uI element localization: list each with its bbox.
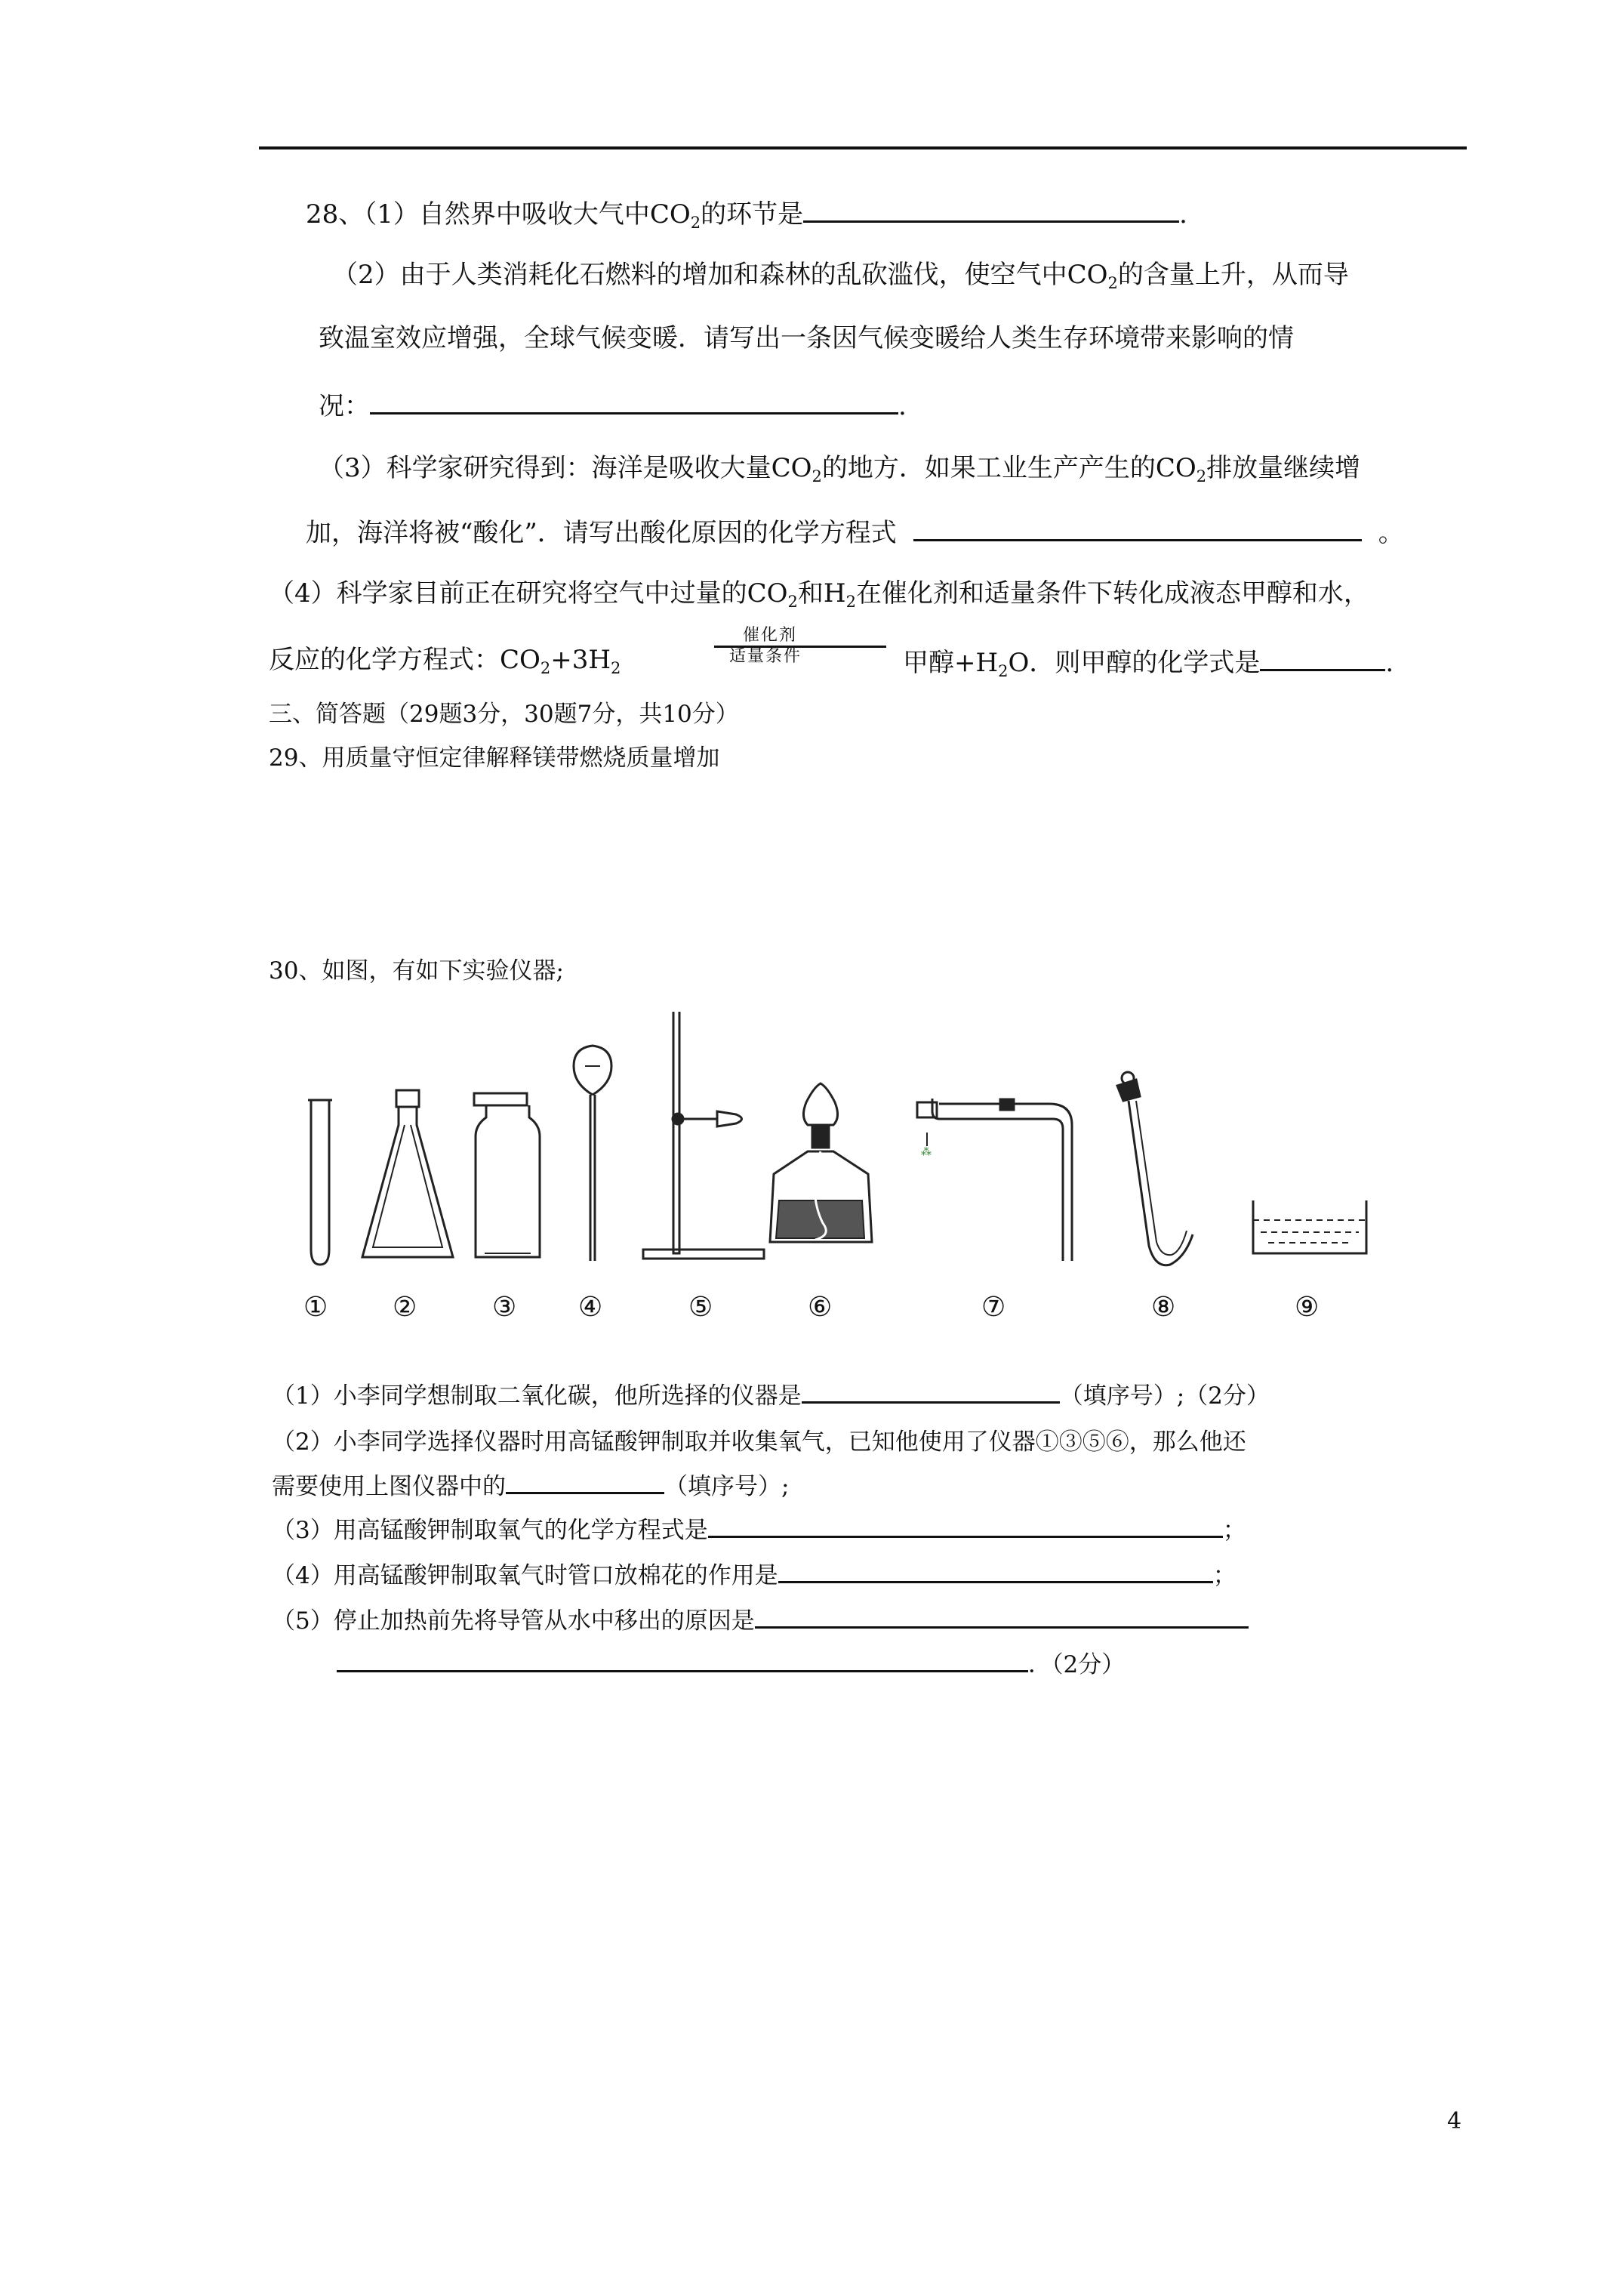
q28-part1 [306, 195, 1187, 239]
label-6: ⑥ [808, 1292, 833, 1323]
svg-text:⁂: ⁂ [921, 1146, 932, 1158]
q28-part3-end: 。 [1378, 518, 1404, 548]
q28-part4-equation-left: 反应的化学方程式：$CO_2+3H_2$ [269, 645, 621, 677]
q30-sub3-blank [708, 1513, 1223, 1538]
condition-conditions: 适量条件 [729, 647, 802, 666]
q30-intro: 30、如图，有如下实验仪器; [269, 957, 564, 985]
page-number: 4 [1447, 2108, 1462, 2134]
q28-part2-line2: 致温室效应增强，全球气候变暖．请写出一条因气候变暖给人类生存环境带来影响的情 [319, 323, 1294, 353]
q30-sub5-blank-a [755, 1604, 1249, 1629]
q28-part4-equation-right-text: 甲醇$+H_2O$．则甲醇的化学式是 [903, 648, 1261, 680]
q28-part4-blank [1260, 643, 1385, 671]
q28-part4-line1: （4）科学家目前正在研究将空气中过量的$CO_2$和$H_2$在催化剂和适量条件下转化成液态甲醇和水， [269, 578, 1369, 611]
j-tube-icon [1117, 1072, 1193, 1265]
reaction-condition [714, 627, 888, 664]
q30-sub5-end: ．（2分） [1028, 1651, 1126, 1678]
q28-part3-blank [913, 513, 1362, 541]
label-3: ③ [492, 1292, 517, 1323]
section3-heading: 三、简答题（29题3分，30题7分，共10分） [269, 701, 739, 728]
q30-sub5-blank-b [337, 1647, 1028, 1672]
q28-part3-line2 [306, 513, 1404, 550]
label-5: ⑤ [688, 1292, 713, 1323]
q30-sub3-text: （3）用高锰酸钾制取氧气的化学方程式是 [272, 1517, 708, 1544]
q28-part1-end: . [1179, 199, 1187, 230]
q30-sub1 [272, 1379, 1270, 1413]
conical-flask-icon [362, 1090, 453, 1257]
q30-sub4-text: （4）用高锰酸钾制取氧气时管口放棉花的作用是 [272, 1562, 778, 1589]
label-9: ⑨ [1295, 1292, 1320, 1323]
q29-text: 29、用质量守恒定律解释镁带燃烧质量增加 [269, 744, 720, 772]
q30-sub2-end: （填序号）; [664, 1473, 790, 1500]
q28-part2-blank [370, 387, 898, 415]
q28-part3-line1: （3）科学家研究得到：海洋是吸收大量$CO_2$的地方．如果工业生产产生的$CO_2$排放量继续增 [319, 453, 1361, 485]
q30-sub4 [272, 1558, 1236, 1592]
label-8: ⑧ [1151, 1292, 1176, 1323]
q28-part2-line3-text: 况： [319, 391, 370, 421]
q28-part1-text: 28、（1）自然界中吸收大气中$CO_2$的环节是 [306, 199, 804, 232]
q28-part3-line2-text: 加，海洋将被“酸化”．请写出酸化原因的化学方程式 [306, 518, 897, 548]
q30-sub5-text: （5）停止加热前先将导管从水中移出的原因是 [272, 1607, 755, 1635]
water-trough-icon [1253, 1200, 1366, 1253]
delivery-tube-icon [917, 1099, 1072, 1261]
q30-sub3 [272, 1513, 1246, 1547]
q28-part2-line3 [319, 387, 907, 423]
condition-catalyst: 催化剂 [743, 626, 798, 645]
q28-part2-line1: （2）由于人类消耗化石燃料的增加和森林的乱砍滥伐，使空气中$CO_2$的含量上升，从而导 [332, 260, 1349, 292]
header-rule [259, 146, 1467, 149]
q30-sub5-line2 [337, 1647, 1125, 1681]
gas-bottle-icon [474, 1093, 540, 1257]
q30-sub4-blank [778, 1558, 1213, 1583]
funnel-icon [574, 1046, 611, 1261]
q28-part4-equation-right [903, 643, 1394, 688]
q30-sub2-line2-text: 需要使用上图仪器中的 [272, 1473, 506, 1500]
alcohol-lamp-icon [770, 1083, 872, 1242]
q30-sub1-end: （填序号）;（2分） [1059, 1382, 1270, 1410]
q28-part4-end: . [1385, 648, 1394, 678]
q30-sub2-line2 [272, 1469, 789, 1503]
q30-sub5-line1 [272, 1604, 1249, 1638]
test-tube-icon [308, 1100, 332, 1265]
label-4: ④ [578, 1292, 603, 1323]
label-7: ⑦ [981, 1292, 1006, 1323]
label-2: ② [393, 1292, 417, 1323]
q30-sub3-end: ； [1222, 1517, 1246, 1544]
q30-sub1-text: （1）小李同学想制取二氧化碳，他所选择的仪器是 [272, 1382, 802, 1410]
q28-part1-blank [803, 195, 1179, 223]
q28-part2-end: . [898, 391, 907, 421]
label-1: ① [303, 1292, 328, 1323]
q30-sub1-blank [802, 1379, 1060, 1404]
q30-sub2-line1: （2）小李同学选择仪器时用高锰酸钾制取并收集氧气，已知他使用了仪器①③⑤⑥，那么他还 [272, 1428, 1246, 1456]
q30-sub2-blank [506, 1469, 664, 1494]
iron-stand-icon [643, 1012, 764, 1259]
q30-sub4-end: ； [1212, 1562, 1236, 1589]
lab-apparatus-figure [294, 1012, 1397, 1329]
